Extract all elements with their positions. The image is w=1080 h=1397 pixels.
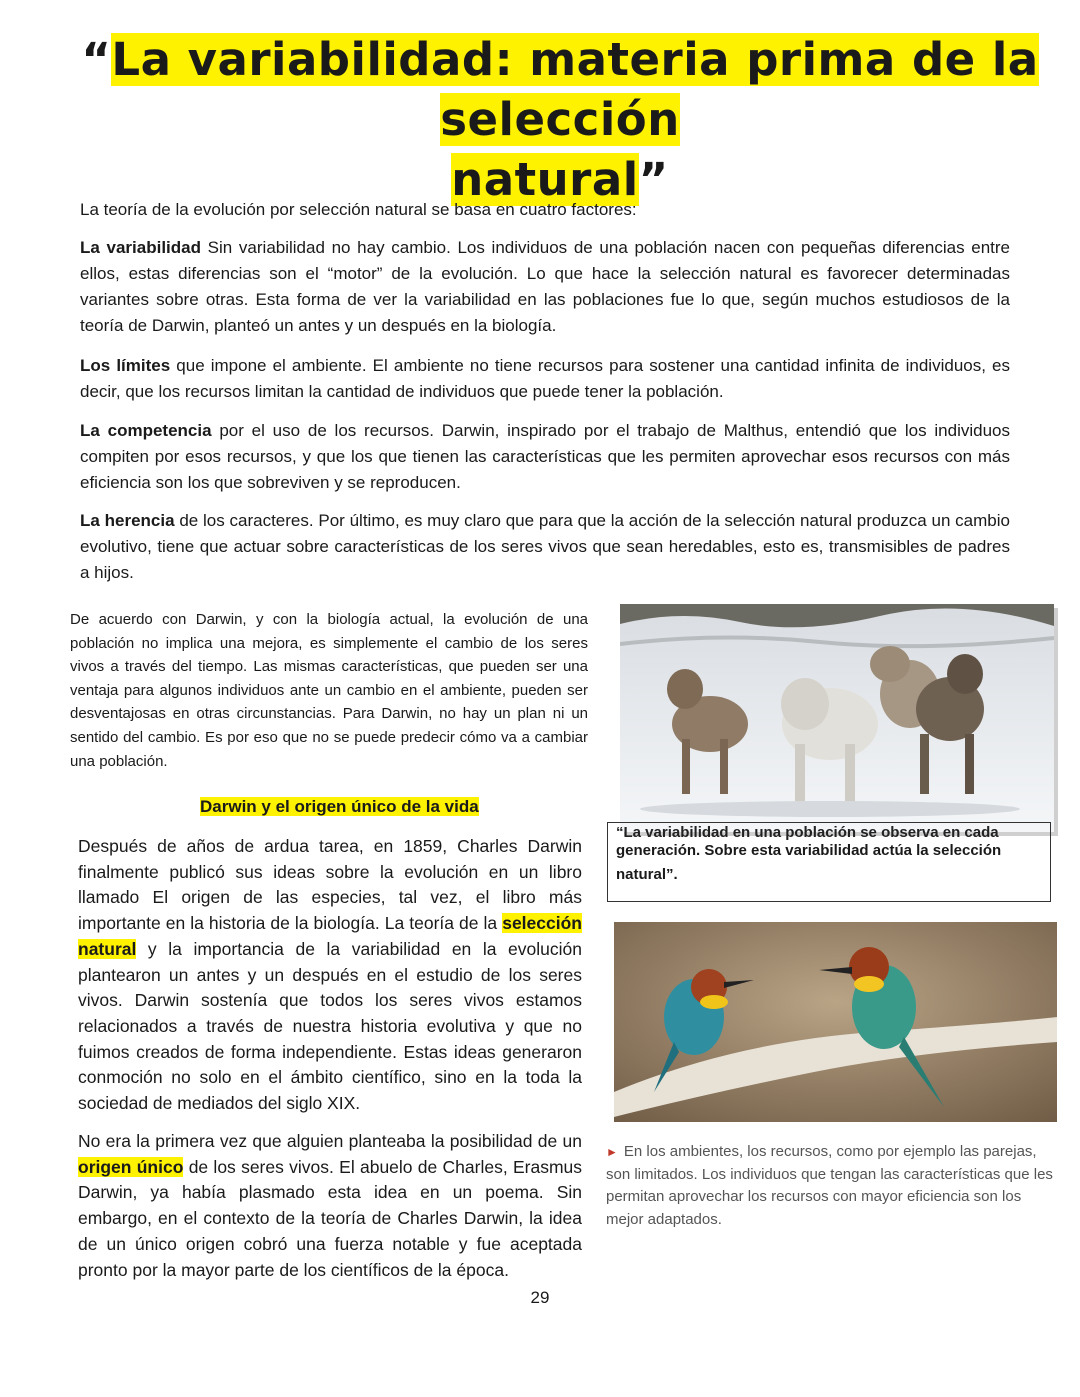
- wolves-photo: [620, 604, 1054, 832]
- page-title: [40, 30, 1080, 210]
- factor-term: La herencia: [80, 511, 175, 530]
- intro-paragraph: La teoría de la evolución por selección natural se basa en cuatro factores:: [80, 200, 637, 219]
- factor-variability: La variabilidad Sin variabilidad no hay cambio. Los individuos de una población nacen con pequeñas diferencias entre ellos, estas diferencias son el “motor” de la evolución. Lo que hace la selección natural es favorecer determinadas variantes sobre otras. Esta forma de ver la variabilidad en las poblaciones fue lo que, según muchos estudiosos de la teoría de Darwin, planteó un antes y un después en la biología.: [80, 238, 1010, 335]
- origin-paragraph-2: No era la primera vez que alguien planteaba la posibilidad de un origen único de los seres vivos. El abuelo de Charles, Erasmus Darwin, ya había plasmado esta idea en un poema. Sin embargo, en el contexto de la teoría de Charles Darwin, la idea de un único origen cobró una fuerza notable y fue aceptada pronto por la mayor parte de los científicos de la época.: [78, 1131, 583, 1280]
- highlight-selection: selección natural: [78, 913, 582, 959]
- darwin-note: De acuerdo con Darwin, y con la biología actual, la evolución de una población no implica una mejora, es simplemente el cambio de los seres vivos a través del tiempo. Las mismas características, que pueden ser una ventaja para algunos individuos ante un cambio en el ambiente, pueden ser desventajosas en otras circunstancias. Para Darwin, no hay un plan ni un sentido del cambio. Es por eso que no se puede predecir cómo va a cambiar una población.: [70, 611, 588, 770]
- highlight-origin: origen único: [78, 1156, 184, 1177]
- bee-eaters-caption: ► En los ambientes, los recursos, como por ejemplo las parejas, son limitados. Los individuos que tengan las características que les permitan aprovechar los recursos con mayor eficiencia son los mejor adaptados.: [606, 1143, 1053, 1228]
- origin-paragraph-1: Después de años de ardua tarea, en 1859, Charles Darwin finalmente publicó sus ideas sobre la evolución en un libro llamado El origen de las especies, tal vez, el libro más importante en la historia de la biología. La teoría de la selección natural y la importancia de la variabilidad en la evolución plantearon un antes y un después en el estudio de los seres vivos. Darwin sostenía que todos los seres vivos estamos relacionados a través de nuestra historia evolutiva y que no fuimos creados de forma independiente. Estas ideas generaron conmoción no solo en el ámbito científico, sino en la toda la sociedad de mediados del siglo XIX.: [78, 836, 582, 1114]
- factor-term: La competencia: [80, 421, 212, 440]
- caption-arrow-icon: ►: [606, 1145, 618, 1159]
- bee-eaters-photo: [614, 922, 1057, 1122]
- factor-heredity: La herencia de los caracteres. Por último, es muy claro que para que la acción de la selección natural produzca un cambio evolutivo, tiene que actuar sobre características de los seres vivos que sean heredables, esto es, transmisibles de padres a hijos.: [80, 511, 1010, 582]
- factor-competition: La competencia por el uso de los recursos. Darwin, inspirado por el trabajo de Malthus, entendió que los individuos compiten por esos recursos, y que los que tienen las características que les permiten aprovechar esos recursos con más eficiencia son los que sobreviven y se reproducen.: [80, 421, 1010, 492]
- title-line-2: natural”: [451, 153, 669, 206]
- page-number: 29: [530, 1288, 550, 1307]
- factor-limits: Los límites que impone el ambiente. El ambiente no tiene recursos para sostener una cantidad infinita de individuos, es decir, que los recursos limitan la cantidad de individuos que puede tener la población.: [80, 356, 1010, 401]
- title-line-1: “La variabilidad: materia prima de la selección: [81, 33, 1039, 146]
- wolves-caption: “La variabilidad en una población se observa en cada generación. Sobre esta variabilidad actúa la selección natural”.: [607, 822, 1051, 902]
- factor-term: La variabilidad: [80, 238, 201, 257]
- factor-term: Los límites: [80, 356, 171, 375]
- section-subtitle: Darwin y el origen único de la vida: [200, 797, 479, 816]
